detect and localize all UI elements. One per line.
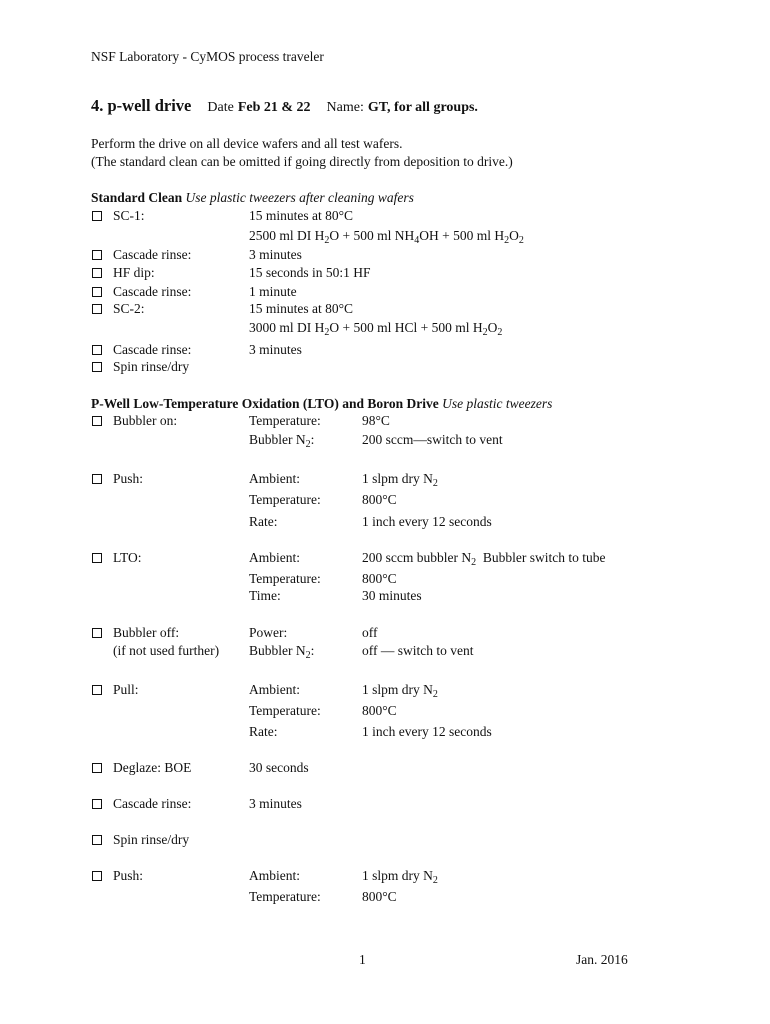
sc2-time: 15 minutes at 80°C xyxy=(249,301,354,316)
bubbler-on-temp-label: Temperature: xyxy=(249,413,321,428)
lto-label: LTO: xyxy=(113,550,142,565)
checkbox-push-1[interactable] xyxy=(92,474,102,484)
intro-line-2: (The standard clean can be omitted if going directly from deposition to drive.) xyxy=(91,154,513,169)
pull-label: Pull: xyxy=(113,682,139,697)
footer-date: Jan. 2016 xyxy=(576,952,628,967)
pwell-heading xyxy=(91,396,552,412)
running-header: NSF Laboratory - CyMOS process traveler xyxy=(91,49,324,64)
checkbox-push-2[interactable] xyxy=(92,871,102,881)
bubbler-off-sublabel: (if not used further) xyxy=(113,643,220,658)
cascade-rinse-4-label: Cascade rinse: xyxy=(113,796,192,811)
push-1-temp-label: Temperature: xyxy=(249,492,321,507)
checkbox-sc2[interactable] xyxy=(92,304,102,314)
bubbler-off-n2-label: Bubbler $N_2$: xyxy=(249,643,315,661)
deglaze-value: 30 seconds xyxy=(249,760,309,775)
push-2-label: Push: xyxy=(113,868,144,883)
push-1-temp-value: 800°C xyxy=(362,492,397,507)
push-1-ambient-value: 1 slpm dry $N_2$ xyxy=(362,471,438,489)
bubbler-on-label: Bubbler on: xyxy=(113,413,178,428)
lto-temp-value: 800°C xyxy=(362,571,397,586)
sc2-label: SC-2: xyxy=(113,301,145,316)
checkbox-sc1[interactable] xyxy=(92,211,102,221)
spin-rinse-dry-2-label: Spin rinse/dry xyxy=(113,832,190,847)
checkbox-cascade-rinse-3[interactable] xyxy=(92,345,102,355)
pull-ambient-value: 1 slpm dry $N_2$ xyxy=(362,682,438,700)
date-value: Feb 21 & 22 xyxy=(237,100,311,115)
push-1-label: Push: xyxy=(113,471,144,486)
hf-dip-label: HF dip: xyxy=(113,265,155,280)
checkbox-bubbler-on[interactable] xyxy=(92,416,102,426)
lto-ambient-label: Ambient: xyxy=(249,550,300,565)
bubbler-on-temp-value: 98°C xyxy=(362,413,390,428)
date-label: Date xyxy=(207,100,234,115)
push-1-rate-value: 1 inch every 12 seconds xyxy=(362,514,492,529)
page-number: 1 xyxy=(359,952,366,967)
sc1-time: 15 minutes at 80°C xyxy=(249,208,354,223)
section-note: Use plastic tweezers after cleaning wafers xyxy=(185,190,414,205)
push-1-rate-label: Rate: xyxy=(249,514,278,529)
push-1-ambient-label: Ambient: xyxy=(249,471,300,486)
checkbox-spin-rinse-dry-2[interactable] xyxy=(92,835,102,845)
pull-ambient-label: Ambient: xyxy=(249,682,300,697)
name-value: GT, for all groups. xyxy=(367,100,478,115)
cascade-rinse-4-value: 3 minutes xyxy=(249,796,302,811)
cascade-rinse-1-value: 3 minutes xyxy=(249,247,302,262)
pull-temp-label: Temperature: xyxy=(249,703,321,718)
bubbler-on-n2-value: 200 sccm—switch to vent xyxy=(362,432,503,447)
standard-clean-heading xyxy=(91,190,414,206)
sc1-recipe: 2500 ml DI $H_2O + 500$ ml $NH_4OH + 500$ ml $H_2O_2$ xyxy=(249,228,524,246)
push-2-temp-label: Temperature: xyxy=(249,889,321,904)
step-title xyxy=(91,96,478,118)
pull-rate-value: 1 inch every 12 seconds xyxy=(362,724,492,739)
step-number-title: 4. p-well drive xyxy=(91,96,192,115)
checkbox-lto[interactable] xyxy=(92,553,102,563)
push-2-ambient-label: Ambient: xyxy=(249,868,300,883)
lto-time-label: Time: xyxy=(249,588,281,603)
bubbler-off-power-label: Power: xyxy=(249,625,288,640)
pull-temp-value: 800°C xyxy=(362,703,397,718)
checkbox-hf-dip[interactable] xyxy=(92,268,102,278)
section-title: P-Well Low-Temperature Oxidation (LTO) and Boron Drive xyxy=(91,396,439,411)
cascade-rinse-2-value: 1 minute xyxy=(249,284,297,299)
checkbox-spin-rinse-dry-1[interactable] xyxy=(92,362,102,372)
cascade-rinse-1-label: Cascade rinse: xyxy=(113,247,192,262)
section-title: Standard Clean xyxy=(91,190,183,205)
bubbler-on-n2-label: Bubbler $N_2$: xyxy=(249,432,315,450)
checkbox-cascade-rinse-4[interactable] xyxy=(92,799,102,809)
lto-temp-label: Temperature: xyxy=(249,571,321,586)
checkbox-cascade-rinse-1[interactable] xyxy=(92,250,102,260)
pull-rate-label: Rate: xyxy=(249,724,278,739)
checkbox-pull[interactable] xyxy=(92,685,102,695)
hf-dip-value: 15 seconds in 50:1 HF xyxy=(249,265,371,280)
intro-line-1: Perform the drive on all device wafers and all test wafers. xyxy=(91,136,403,151)
bubbler-off-n2-value: off — switch to vent xyxy=(362,643,474,658)
deglaze-label: Deglaze: BOE xyxy=(113,760,192,775)
lto-ambient-value: 200 sccm bubbler $N_2$ Bubbler switch to tube xyxy=(362,550,606,568)
sc2-recipe: 3000 ml DI $H_2O + 500$ ml HCl + 500 ml $H_2O_2$ xyxy=(249,320,503,338)
cascade-rinse-2-label: Cascade rinse: xyxy=(113,284,192,299)
bubbler-off-label: Bubbler off: xyxy=(113,625,180,640)
spin-rinse-dry-1-label: Spin rinse/dry xyxy=(113,359,190,374)
sc1-label: SC-1: xyxy=(113,208,145,223)
push-2-temp-value: 800°C xyxy=(362,889,397,904)
name-label: Name: xyxy=(326,100,364,115)
checkbox-cascade-rinse-2[interactable] xyxy=(92,287,102,297)
push-2-ambient-value: 1 slpm dry $N_2$ xyxy=(362,868,438,886)
cascade-rinse-3-label: Cascade rinse: xyxy=(113,342,192,357)
cascade-rinse-3-value: 3 minutes xyxy=(249,342,302,357)
section-note: Use plastic tweezers xyxy=(442,396,553,411)
bubbler-off-power-value: off xyxy=(362,625,378,640)
checkbox-deglaze[interactable] xyxy=(92,763,102,773)
checkbox-bubbler-off[interactable] xyxy=(92,628,102,638)
lto-time-value: 30 minutes xyxy=(362,588,422,603)
